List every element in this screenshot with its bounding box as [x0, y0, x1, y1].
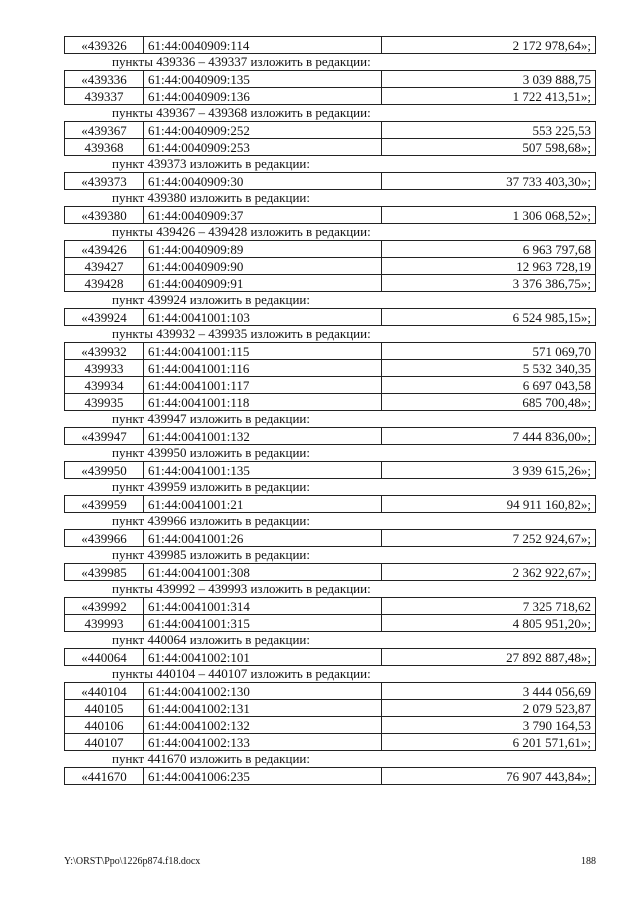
table-row [65, 241, 596, 258]
table-row [65, 598, 596, 615]
item-number: 440106 [65, 717, 144, 734]
item-number: «441670 [65, 768, 144, 785]
cadastral-value: 6 524 985,15»; [382, 309, 596, 326]
cadastral-number: 61:44:0041002:132 [144, 717, 382, 734]
cadastral-number: 61:44:0040909:253 [144, 139, 382, 156]
cadastral-number: 61:44:0041002:101 [144, 649, 382, 666]
cadastral-number: 61:44:0041001:117 [144, 377, 382, 394]
item-number: «439947 [65, 428, 144, 445]
value-table [64, 36, 596, 54]
cadastral-value: 507 598,68»; [382, 139, 596, 156]
cadastral-number: 61:44:0041002:131 [144, 700, 382, 717]
amendment-heading: пункт 440064 изложить в редакции: [112, 632, 310, 647]
amendment-heading: пункт 439380 изложить в редакции: [112, 190, 310, 205]
value-table [64, 121, 596, 156]
cadastral-number: 61:44:0041001:315 [144, 615, 382, 632]
item-number: 439934 [65, 377, 144, 394]
table-row [65, 496, 596, 513]
table-row [65, 275, 596, 292]
item-number: 439368 [65, 139, 144, 156]
document-body [64, 36, 596, 785]
cadastral-value: 12 963 728,19 [382, 258, 596, 275]
cadastral-value: 3 444 056,69 [382, 683, 596, 700]
amendment-heading: пункт 439950 изложить в редакции: [112, 445, 310, 460]
amendment-heading: пункты 439367 – 439368 изложить в редакции: [112, 105, 371, 120]
cadastral-number: 61:44:0040909:114 [144, 37, 382, 54]
cadastral-value: 1 306 068,52»; [382, 207, 596, 224]
table-row [65, 37, 596, 54]
amendment-heading: пункты 439426 – 439428 изложить в редакции: [112, 224, 371, 239]
amendment-heading: пункт 439924 изложить в редакции: [112, 292, 310, 307]
table-row [65, 428, 596, 445]
cadastral-value: 6 963 797,68 [382, 241, 596, 258]
cadastral-number: 61:44:0040909:91 [144, 275, 382, 292]
cadastral-value: 571 069,70 [382, 343, 596, 360]
cadastral-number: 61:44:0041001:103 [144, 309, 382, 326]
value-table [64, 70, 596, 105]
cadastral-number: 61:44:0040909:37 [144, 207, 382, 224]
table-row [65, 139, 596, 156]
item-number: «439367 [65, 122, 144, 139]
cadastral-number: 61:44:0041001:135 [144, 462, 382, 479]
value-table [64, 308, 596, 326]
cadastral-value: 37 733 403,30»; [382, 173, 596, 190]
item-number: 439427 [65, 258, 144, 275]
value-table [64, 767, 596, 785]
cadastral-value: 5 532 340,35 [382, 360, 596, 377]
value-table [64, 172, 596, 190]
cadastral-number: 61:44:0041001:115 [144, 343, 382, 360]
cadastral-number: 61:44:0041001:116 [144, 360, 382, 377]
cadastral-value: 6 697 043,58 [382, 377, 596, 394]
cadastral-number: 61:44:0041002:130 [144, 683, 382, 700]
value-table [64, 648, 596, 666]
cadastral-number: 61:44:0041006:235 [144, 768, 382, 785]
table-row [65, 309, 596, 326]
amendment-heading: пункт 439966 изложить в редакции: [112, 513, 310, 528]
value-table [64, 682, 596, 751]
cadastral-number: 61:44:0041001:26 [144, 530, 382, 547]
table-row [65, 71, 596, 88]
cadastral-value: 7 325 718,62 [382, 598, 596, 615]
cadastral-value: 6 201 571,61»; [382, 734, 596, 751]
amendment-heading: пункт 439947 изложить в редакции: [112, 411, 310, 426]
item-number: 440107 [65, 734, 144, 751]
cadastral-value: 1 722 413,51»; [382, 88, 596, 105]
value-table [64, 461, 596, 479]
item-number: 439993 [65, 615, 144, 632]
item-number: 439337 [65, 88, 144, 105]
cadastral-number: 61:44:0040909:136 [144, 88, 382, 105]
value-table [64, 427, 596, 445]
value-table [64, 240, 596, 292]
cadastral-value: 3 790 164,53 [382, 717, 596, 734]
table-row [65, 122, 596, 139]
value-table [64, 206, 596, 224]
table-row [65, 394, 596, 411]
cadastral-number: 61:44:0040909:30 [144, 173, 382, 190]
table-row [65, 360, 596, 377]
table-row [65, 700, 596, 717]
item-number: «439950 [65, 462, 144, 479]
table-row [65, 88, 596, 105]
cadastral-value: 94 911 160,82»; [382, 496, 596, 513]
table-row [65, 258, 596, 275]
cadastral-number: 61:44:0040909:90 [144, 258, 382, 275]
cadastral-number: 61:44:0041001:308 [144, 564, 382, 581]
amendment-heading: пункты 439336 – 439337 изложить в редакции: [112, 54, 371, 69]
cadastral-value: 27 892 887,48»; [382, 649, 596, 666]
item-number: 440105 [65, 700, 144, 717]
item-number: «439326 [65, 37, 144, 54]
item-number: «439932 [65, 343, 144, 360]
item-number: 439933 [65, 360, 144, 377]
cadastral-number: 61:44:0041001:21 [144, 496, 382, 513]
cadastral-value: 685 700,48»; [382, 394, 596, 411]
table-row [65, 207, 596, 224]
cadastral-value: 553 225,53 [382, 122, 596, 139]
amendment-heading: пункт 439985 изложить в редакции: [112, 547, 310, 562]
cadastral-value: 3 039 888,75 [382, 71, 596, 88]
cadastral-value: 7 444 836,00»; [382, 428, 596, 445]
item-number: «439992 [65, 598, 144, 615]
item-number: «439959 [65, 496, 144, 513]
value-table [64, 342, 596, 411]
cadastral-value: 7 252 924,67»; [382, 530, 596, 547]
table-row [65, 343, 596, 360]
item-number: «440064 [65, 649, 144, 666]
value-table [64, 529, 596, 547]
cadastral-number: 61:44:0041001:118 [144, 394, 382, 411]
item-number: «439380 [65, 207, 144, 224]
cadastral-number: 61:44:0040909:252 [144, 122, 382, 139]
amendment-heading: пункт 439959 изложить в редакции: [112, 479, 310, 494]
cadastral-number: 61:44:0040909:89 [144, 241, 382, 258]
amendment-heading: пункты 439932 – 439935 изложить в редакции: [112, 326, 371, 341]
table-row [65, 462, 596, 479]
item-number: 439935 [65, 394, 144, 411]
file-path: Y:\ORST\Ppo\1226p874.f18.docx [64, 856, 201, 867]
item-number: «440104 [65, 683, 144, 700]
amendment-heading: пункты 440104 – 440107 изложить в редакции: [112, 666, 371, 681]
cadastral-number: 61:44:0041002:133 [144, 734, 382, 751]
value-table [64, 495, 596, 513]
cadastral-value: 2 362 922,67»; [382, 564, 596, 581]
table-row [65, 734, 596, 751]
value-table [64, 597, 596, 632]
cadastral-value: 2 172 978,64»; [382, 37, 596, 54]
amendment-heading: пункт 441670 изложить в редакции: [112, 751, 310, 766]
table-row [65, 377, 596, 394]
cadastral-value: 76 907 443,84»; [382, 768, 596, 785]
table-row [65, 530, 596, 547]
table-row [65, 683, 596, 700]
item-number: «439426 [65, 241, 144, 258]
amendment-heading: пункты 439992 – 439993 изложить в редакции: [112, 581, 371, 596]
cadastral-number: 61:44:0041001:314 [144, 598, 382, 615]
page-number: 188 [581, 856, 596, 867]
item-number: 439428 [65, 275, 144, 292]
table-row [65, 768, 596, 785]
cadastral-value: 3 939 615,26»; [382, 462, 596, 479]
table-row [65, 615, 596, 632]
item-number: «439966 [65, 530, 144, 547]
cadastral-number: 61:44:0041001:132 [144, 428, 382, 445]
item-number: «439373 [65, 173, 144, 190]
cadastral-number: 61:44:0040909:135 [144, 71, 382, 88]
item-number: «439336 [65, 71, 144, 88]
table-row [65, 649, 596, 666]
item-number: «439985 [65, 564, 144, 581]
table-row [65, 173, 596, 190]
cadastral-value: 2 079 523,87 [382, 700, 596, 717]
value-table [64, 563, 596, 581]
amendment-heading: пункт 439373 изложить в редакции: [112, 156, 310, 171]
item-number: «439924 [65, 309, 144, 326]
table-row [65, 717, 596, 734]
cadastral-value: 3 376 386,75»; [382, 275, 596, 292]
table-row [65, 564, 596, 581]
cadastral-value: 4 805 951,20»; [382, 615, 596, 632]
